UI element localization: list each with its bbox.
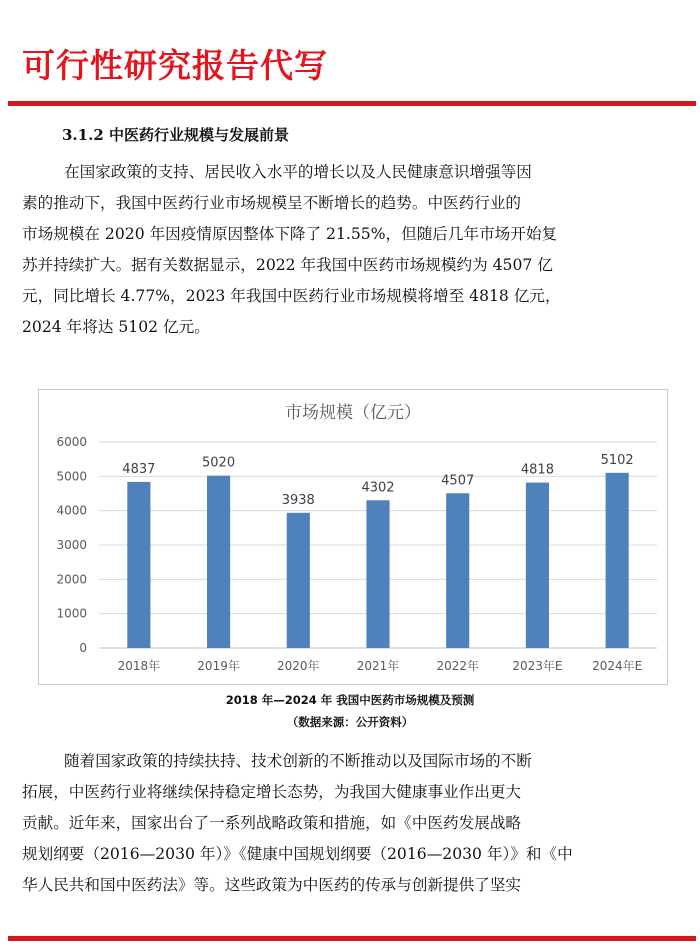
paragraph-outlook xyxy=(22,746,690,901)
bar-2020年 xyxy=(287,513,310,648)
paragraph-line: 2024 年将达 5102 亿元。 xyxy=(22,318,210,336)
x-category-label: 2024年E xyxy=(592,659,643,673)
data-label: 4302 xyxy=(361,480,395,496)
bar-2024年E xyxy=(606,473,629,648)
bar-2018年 xyxy=(127,482,150,648)
paragraph-line: 在国家政策的支持、居民收入水平的增长以及人民健康意识增强等因 xyxy=(64,163,532,181)
chart-data-labels xyxy=(122,453,633,508)
x-category-label: 2021年 xyxy=(356,659,400,673)
paragraph-line: 华人民共和国中医药法》等。这些政策为中医药的传承与创新提供了坚实 xyxy=(22,876,522,894)
paragraph-line: 规划纲要（2016—2030 年）》《健康中国规划纲要（2016—2030 年）》和《中 xyxy=(22,845,573,863)
bar-chart-canvas xyxy=(39,390,667,684)
market-size-chart xyxy=(38,389,668,685)
paragraph-line: 拓展，中医药行业将继续保持稳定增长态势，为我国大健康事业作出更大 xyxy=(22,783,522,801)
data-label: 3938 xyxy=(281,492,315,508)
paragraph-line: 素的推动下，我国中医药行业市场规模呈不断增长的趋势。中医药行业的 xyxy=(22,194,522,212)
x-category-label: 2023年E xyxy=(512,659,563,673)
data-label: 5020 xyxy=(202,455,236,471)
x-category-label: 2019年 xyxy=(197,659,240,673)
section-heading: 3.1.2 中医药行业规模与发展前景 xyxy=(62,126,289,144)
x-category-label: 2022年 xyxy=(436,659,479,673)
data-label: 4818 xyxy=(520,462,554,478)
paragraph-line: 贡献。近年来，国家出台了一系列战略政策和措施，如《中医药发展战略 xyxy=(22,814,522,832)
header-divider xyxy=(8,101,696,106)
document-header-title: 可行性研究报告代写 xyxy=(22,46,328,85)
chart-bars xyxy=(127,473,628,648)
data-label: 4837 xyxy=(122,461,156,477)
y-axis-ticks xyxy=(56,435,87,655)
paragraph-line: 元，同比增长 4.77%，2023 年我国中医药行业市场规模将增至 4818 亿元， xyxy=(22,287,561,305)
y-tick-label: 3000 xyxy=(56,538,87,552)
data-label: 4507 xyxy=(441,473,475,489)
x-category-label: 2018年 xyxy=(117,659,161,673)
y-tick-label: 2000 xyxy=(56,572,87,587)
paragraph-line: 苏并持续扩大。据有关数据显示，2022 年我国中医药市场规模约为 4507 亿 xyxy=(22,256,553,274)
chart-title: 市场规模（亿元） xyxy=(285,403,421,423)
footer-divider xyxy=(8,936,696,941)
figure-caption: 2018 年—2024 年 我国中医药市场规模及预测 xyxy=(225,693,475,707)
bar-2021年 xyxy=(366,500,389,648)
bar-2022年 xyxy=(446,493,469,648)
data-label: 5102 xyxy=(600,452,634,468)
bar-2023年E xyxy=(526,483,549,648)
paragraph-line: 随着国家政策的持续扶持、技术创新的不断推动以及国际市场的不断 xyxy=(64,752,532,770)
x-category-label: 2020年 xyxy=(277,659,320,673)
x-axis-categories xyxy=(118,658,643,673)
y-tick-label: 1000 xyxy=(56,606,87,621)
y-tick-label: 0 xyxy=(79,641,87,655)
y-tick-label: 6000 xyxy=(56,435,87,449)
y-tick-label: 4000 xyxy=(56,503,87,518)
paragraph-intro xyxy=(22,157,690,343)
paragraph-line: 市场规模在 2020 年因疫情原因整体下降了 21.55%，但随后几年市场开始复 xyxy=(22,225,558,243)
bar-2019年 xyxy=(207,476,230,648)
y-tick-label: 5000 xyxy=(56,469,87,484)
figure-source: （数据来源：公开资料） xyxy=(286,715,414,729)
